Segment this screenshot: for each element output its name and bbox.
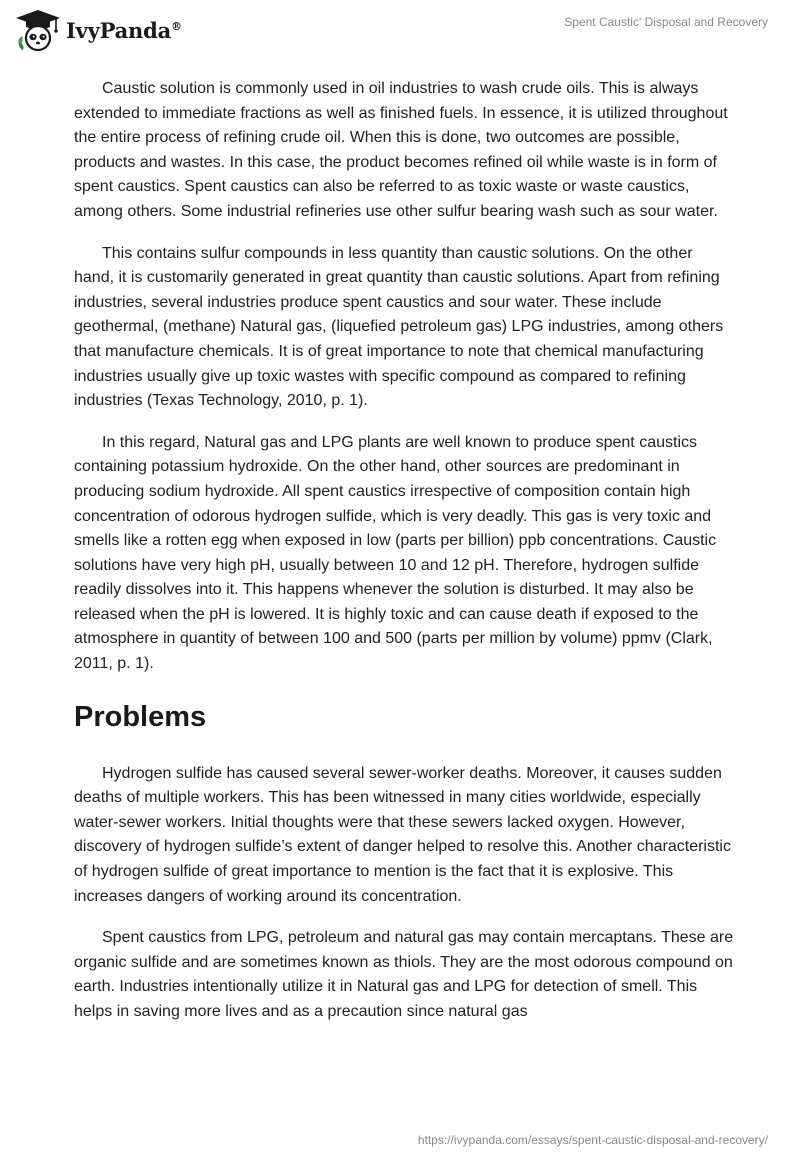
page-header <box>0 0 800 60</box>
paragraph: This contains sulfur compounds in less quantity than caustic solutions. On the other hand, it is customarily generated in great quantity than caustic solutions. Apart from refining industries, several industries produce spent caustics and sour water. These include geothermal, (methane) Natural gas, (liquefied petroleum gas) LPG industries, among others that manufacture chemicals. It is of great importance to note that chemical manufacturing industries usually give up toxic wastes with specific compound as compared to refining industries (Texas Technology, 2010, p. 1). <box>74 244 724 410</box>
paragraph: In this regard, Natural gas and LPG plants are well known to produce spent caustics containing potassium hydroxide. On the other hand, other sources are predominant in producing sodium hydroxide. All spent caustics irrespective of composition contain high concentration of odorous hydrogen sulfide, which is very deadly. This gas is very toxic and smells like a rotten egg when exposed in low (parts per billion) ppb concentrations. Caustic solutions have very high pH, usually between 10 and 12 pH. Therefore, hydrogen sulfide readily dissolves into it. This happens whenever the solution is disturbed. It may also be released when the pH is lowered. It is highly toxic and can cause death if exposed to the atmosphere in quantity of between 100 and 500 (parts per million by volume) ppmv (Clark, 2011, p. 1). <box>74 433 717 673</box>
paragraph: Caustic solution is commonly used in oil industries to wash crude oils. This is always extended to immediate fractions as well as finished fuels. In essence, it is utilized throughout the entire process of refining crude oil. When this is done, two outcomes are possible, products and wastes. In this case, the product becomes refined oil while waste is in form of spent caustics. Spent caustics can also be referred to as toxic waste or waste caustics, among others. Some industrial refineries use other sulfur bearing wash such as sour water. <box>74 80 728 220</box>
panda-graduation-cap-icon <box>14 8 62 52</box>
essay-body <box>74 77 734 1042</box>
document-title: Spent Caustic' Disposal and Recovery <box>564 15 768 29</box>
paragraph: Hydrogen sulfide has caused several sewer-worker deaths. Moreover, it causes sudden deaths of multiple workers. This has been witnessed in many cities worldwide, especially water-sewer workers. Initial thoughts were that these sewers lacked oxygen. However, discovery of hydrogen sulfide’s extent of danger helped to resolve this. Another characteristic of hydrogen sulfide of great importance to mention is the fact that it is explosive. This increases dangers of working around its concentration. <box>74 764 731 905</box>
paragraph: Spent caustics from LPG, petroleum and natural gas may contain mercaptans. These are organic sulfide and are sometimes known as thiols. They are the most odorous compound on earth. Industries intentionally utilize it in Natural gas and LPG for detection of smell. This helps in saving more lives and as a precaution since natural gas <box>74 929 734 1020</box>
logo-wordmark: IvyPanda® <box>66 17 182 43</box>
footer-source-url[interactable]: https://ivypanda.com/essays/spent-caustic-disposal-and-recovery/ <box>417 1133 768 1147</box>
section-heading-problems: Problems <box>74 700 207 733</box>
ivypanda-logo[interactable] <box>14 8 182 52</box>
